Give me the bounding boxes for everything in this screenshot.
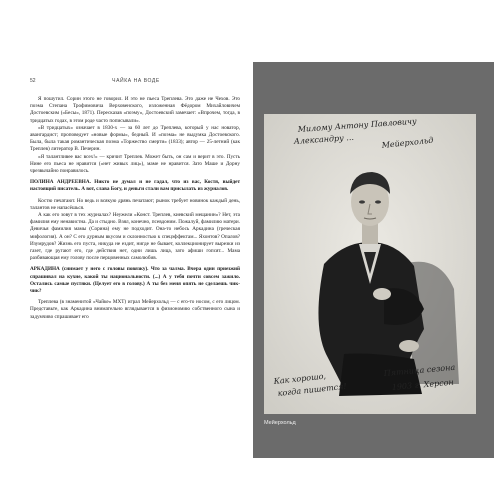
inscription-bottom-right: Пятница сезона	[383, 362, 456, 378]
body-text	[30, 96, 240, 321]
page-number: 52	[30, 78, 36, 84]
text-paragraph: Костю печатают. Но ведь и всякую дрянь печатают; рынок требует новинок каждый день, талантов не напасёшься.	[30, 197, 240, 211]
portrait-image	[264, 114, 476, 414]
text-paragraph: «Я талантливее вас всех!» — кричит Треплев. Может быть, он сам и верит в это. Пусть Нине его пьеса не нравится («нет живых лиц»), маме не нравится. Зато Маше и Дорну чрезвычайно понравилось.	[30, 153, 240, 175]
text-paragraph: Треплева (в знаменитой «Чайке» МХТ) играл Мейерхольд — с его-то носом, с его лицом. Представьте, как Аркадина внимательно вглядывается в физиономию собственного сына и задумчиво спрашивает его	[30, 299, 240, 320]
svg-text:1903 г. Херсон: 1903 г. Херсон	[391, 377, 455, 392]
text-paragraph: А как его зовут в тех журналах? Неужели «Конст. Треплев, киевский мещанин»? Нет, эта фамилия ему ненавистна. Да и стыдно. Взял, конечно, псевдоним. Пожалуй, фамилию матери. Девичья фамилия мамы (Сорина) ему не подходит. Она-то небось Аркадина (греческая мифология). А он? С его дурным вкусом и склонностью к спецэффектам... Яхонтов? Опалов? Изумрудов? Жизнь его пуста, никуда не ездит, нигде не бывает, коллекционирует вырезки из газет, где ругают его, где действия нет, одни лишь лица, зато афиши гопсят... Мама разбивающая ему голову после перцовенных самолюбив.	[30, 212, 240, 262]
text-paragraph: «В тридцатых» означает в 1830-х — за 60 лет до Треплева, который у нас новатор, авангардист; проповедует «новые формы», бедный. И «поэма» не выдумка Достоевского. Была, была такая романтическая поэма «Торжество смерти» (1833); автор — 25-летний (как Треплев) литератор В. Печерин.	[30, 124, 240, 153]
svg-text:когда пишется!: когда пишется!	[277, 381, 348, 398]
inscription-top-1: Милому Антону Павловичу	[297, 116, 417, 134]
inscription-top-2: Александру ...	[293, 132, 355, 146]
text-paragraph: Я пошутил. Сорин этого не говорил. И это не пьеса Треплева. Это даже не Чехов. Это поэма Степана Трофимовича Верховенского, изложенная Фёдором Михайловичем Достоевским («Бесы», 1871). Пересказав «поэму», Достоевский замечает: «Впрочем, тогда, в тридцатых годах, в этом роде часто пописывали».	[30, 96, 240, 124]
right-page	[253, 62, 494, 458]
dialogue-paragraph: АРКАДИНА (снимает у него с головы повязку). Что за чалма. Вчера один приезжий спрашивал на кухне, какой ты национальности. (...) А у тебя почти совсем зажило. Остались самые пустяки. (Целует его в голову.) А ты без меня опять не сделаешь чик-чик?	[30, 266, 240, 295]
photo-caption: Мейерхольд	[264, 420, 296, 426]
inscription-bottom-left: Как хорошо,	[273, 371, 327, 386]
left-page	[0, 0, 248, 500]
dialogue-paragraph: ПОЛИНА АНДРЕЕВНА. Никто не думал и не гадал, что из вас, Костя, выйдет настоящий писатель. А вот, слава Богу, и деньги стали вам присылать из журналов.	[30, 179, 240, 193]
running-title: ЧАЙКА НА ВОДЕ	[112, 78, 160, 84]
page-header	[30, 78, 242, 88]
portrait-photo	[264, 114, 476, 414]
inscription-signature: Мейерхольд	[381, 135, 434, 150]
